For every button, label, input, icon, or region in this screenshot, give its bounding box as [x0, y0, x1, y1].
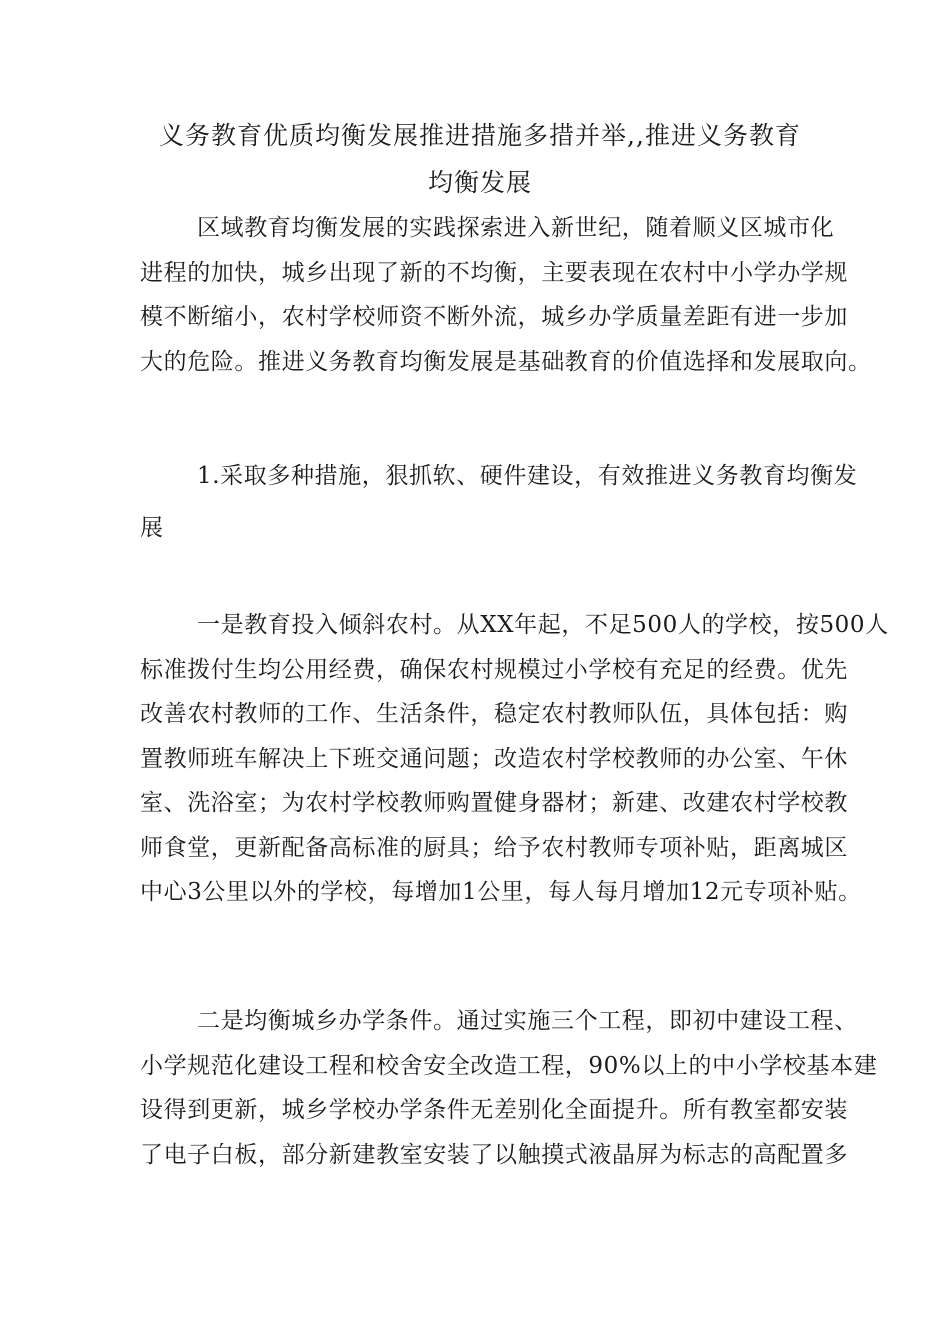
text-line: 设得到更新，城乡学校办学条件无差别化全面提升。所有教室都安装: [140, 1097, 848, 1123]
section-heading-1: [140, 450, 858, 554]
text-line: 二是均衡城乡办学条件。通过实施三个工程，即初中建设工程、: [197, 1008, 858, 1034]
text-line: 进程的加快，城乡出现了新的不均衡，主要表现在农村中小学办学规: [140, 259, 848, 286]
text-line: 了电子白板，部分新建教室安装了以触摸式液晶屏为标志的高配置多: [140, 1141, 848, 1168]
text-line: 大的危险。推进义务教育均衡发展是基础教育的价值选择和发展取向。: [140, 348, 872, 375]
paragraph-school-conditions: [140, 999, 878, 1177]
heading-line: 1.采取多种措施，狠抓软、硬件建设，有效推进义务教育均衡发: [197, 463, 858, 489]
text-line: 一是教育投入倾斜农村。从XX年起，不足500人的学校，按500人: [197, 612, 889, 638]
text-line: 区域教育均衡发展的实践探索进入新世纪，随着顺义区城市化: [197, 215, 835, 241]
text-line: 室、洗浴室；为农村学校教师购置健身器材；新建、改建农村学校教: [140, 790, 848, 816]
text-line: 模不断缩小，农村学校师资不断外流，城乡办学质量差距有进一步加: [140, 304, 848, 330]
text-line: 师食堂，更新配备高标准的厨具；给予农村教师专项补贴，距离城区: [140, 834, 848, 861]
text-line: 小学规范化建设工程和校舍安全改造工程，90%以上的中小学校基本建: [140, 1052, 878, 1079]
text-line: 标准拨付生均公用经费，确保农村规模过小学校有充足的经费。优先: [140, 656, 848, 683]
heading-line: 展: [140, 515, 164, 541]
text-line: 改善农村教师的工作、生活条件，稳定农村教师队伍，具体包括：购: [140, 701, 848, 727]
paragraph-education-investment: [140, 603, 889, 915]
document-title-line-2: 均衡发展: [427, 168, 532, 197]
text-line: 中心3公里以外的学校，每增加1公里，每人每月增加12元专项补贴。: [140, 879, 862, 905]
intro-paragraph: [140, 206, 872, 384]
text-line: 置教师班车解决上下班交通问题；改造农村学校教师的办公室、午休: [140, 745, 848, 772]
document-title-line-1: 义务教育优质均衡发展推进措施多措并举,,推进义务教育: [159, 121, 801, 150]
